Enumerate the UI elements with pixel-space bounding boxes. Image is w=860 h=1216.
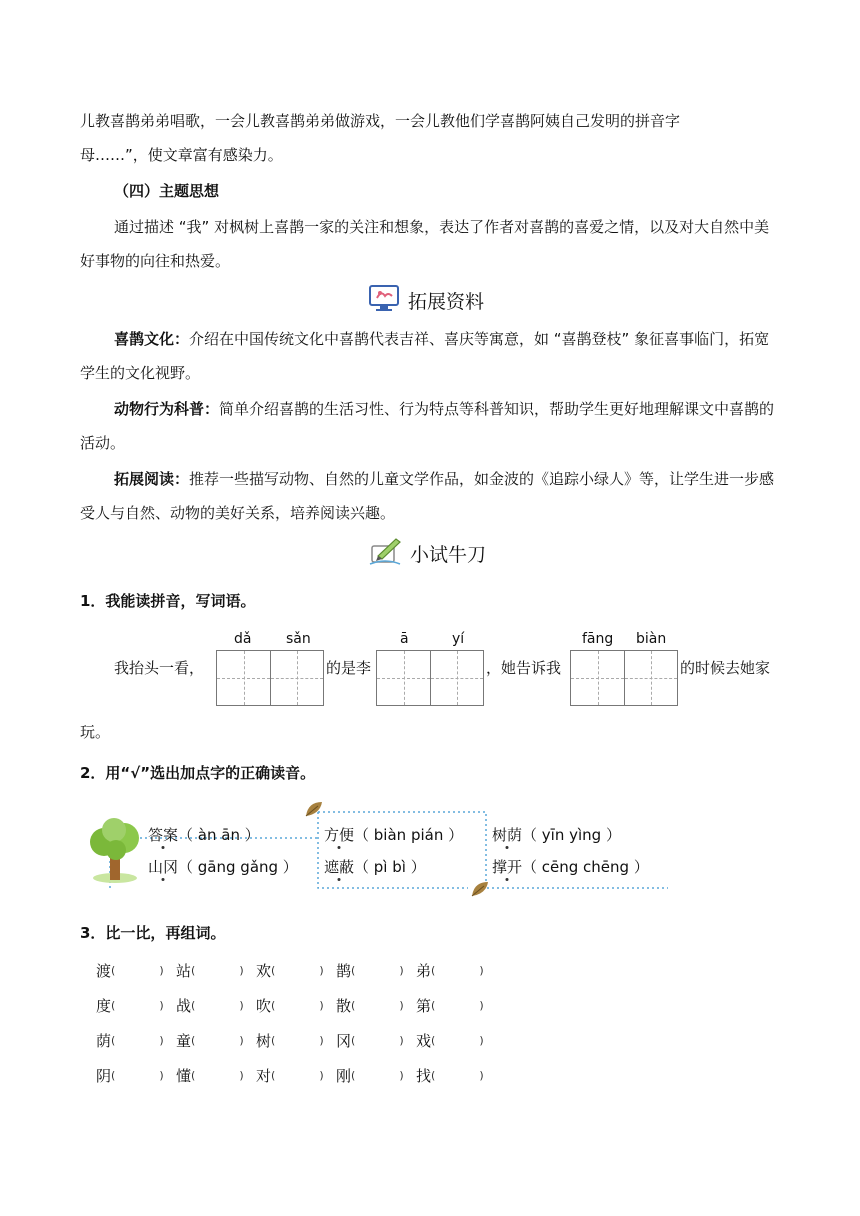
compare-char: 荫: [96, 1032, 112, 1050]
paren-close: ): [159, 1034, 164, 1047]
compare-char: 第: [416, 997, 432, 1015]
question-1-title: 1．我能读拼音，写词语。: [80, 592, 256, 610]
compare-char: 战: [176, 997, 192, 1015]
paren-open: (: [111, 999, 116, 1012]
compare-char: 度: [96, 997, 112, 1015]
paren-open: (: [431, 964, 436, 977]
choice-item-daan[interactable]: [148, 824, 260, 845]
question-3-title: 3．比一比，再组词。: [80, 924, 226, 942]
compare-char: 刚: [336, 1067, 352, 1085]
paren-open: (: [271, 1069, 276, 1082]
compare-char: 吹: [256, 997, 272, 1015]
practice-title-text: 小试牛刀: [410, 544, 487, 566]
compare-char: 童: [176, 1032, 192, 1050]
writing-cell[interactable]: [377, 651, 430, 705]
compare-char: 树: [256, 1032, 272, 1050]
compare-cell[interactable]: [256, 960, 336, 981]
extension-item-reading: [80, 462, 782, 530]
pinyin-da: dǎ: [234, 631, 252, 647]
paren-open: (: [191, 1034, 196, 1047]
extension-item-label: 拓展阅读：: [114, 470, 190, 488]
extension-section-title: [368, 284, 484, 317]
q1-text-2: 的是李: [326, 659, 372, 677]
paren-open: (: [431, 999, 436, 1012]
choice-options[interactable]: （ cēng chēng ）: [522, 858, 649, 876]
choice-item-fangbian[interactable]: [324, 824, 463, 845]
paren-close: ): [399, 1069, 404, 1082]
writing-cell[interactable]: [624, 651, 677, 705]
compare-char: 鹊: [336, 962, 352, 980]
extension-title-text: 拓展资料: [408, 291, 485, 313]
compare-cell[interactable]: [96, 960, 176, 981]
compare-char: 弟: [416, 962, 432, 980]
compare-cell[interactable]: [416, 960, 496, 981]
paren-close: ): [399, 1034, 404, 1047]
compare-cell[interactable]: [176, 960, 256, 981]
choice-item-zhebi[interactable]: [324, 856, 426, 877]
paren-open: (: [351, 1069, 356, 1082]
extension-item-text: 介绍在中国传统文化中喜鹊代表吉祥、喜庆等寓意，如 “喜鹊登枝” 象征喜事临门，拓宽学生的文化视野。: [80, 330, 770, 382]
writing-grid-dasan[interactable]: [216, 650, 324, 706]
compare-cell[interactable]: [336, 1030, 416, 1051]
writing-grid-fangbian[interactable]: [570, 650, 678, 706]
extension-item-label: 喜鹊文化：: [114, 330, 190, 348]
extension-item-culture: [80, 322, 782, 390]
compare-cell[interactable]: [336, 960, 416, 981]
compare-char: 渡: [96, 962, 112, 980]
compare-cell[interactable]: [176, 995, 256, 1016]
pinyin-a: ā: [400, 631, 409, 647]
compare-char: 对: [256, 1067, 272, 1085]
top-paragraph-line1: 儿教喜鹊弟弟唱歌，一会儿教喜鹊弟弟做游戏，一会儿教他们学喜鹊阿姨自己发明的拼音字: [80, 112, 681, 130]
leaf-icon: [304, 800, 324, 822]
paren-close: ): [159, 999, 164, 1012]
paren-open: (: [191, 999, 196, 1012]
compare-row: [96, 960, 496, 981]
compare-char: 散: [336, 997, 352, 1015]
top-paragraph-line2: 母……”，使文章富有感染力。: [80, 146, 283, 164]
pinyin-san: sǎn: [286, 631, 311, 647]
compare-char: 冈: [336, 1032, 352, 1050]
extension-item-text: 推荐一些描写动物、自然的儿童文学作品，如金波的《追踪小绿人》等，让学生进一步感受人与自然、动物的美好关系，培养阅读兴趣。: [80, 470, 775, 522]
leaf-icon: [470, 880, 490, 902]
compare-cell[interactable]: [176, 1065, 256, 1086]
paren-close: ): [399, 964, 404, 977]
compare-char: 阴: [96, 1067, 112, 1085]
compare-cell[interactable]: [416, 995, 496, 1016]
writing-grid-ayi[interactable]: [376, 650, 484, 706]
paren-open: (: [271, 964, 276, 977]
paren-open: (: [351, 999, 356, 1012]
paren-close: ): [319, 999, 324, 1012]
paren-open: (: [111, 1034, 116, 1047]
theme-heading: （四）主题思想: [114, 182, 220, 200]
monitor-icon: [368, 284, 400, 317]
paren-close: ): [239, 999, 244, 1012]
compare-char: 懂: [176, 1067, 192, 1085]
compare-cell[interactable]: [96, 1030, 176, 1051]
choice-box-border: [108, 808, 668, 890]
paren-close: ): [319, 964, 324, 977]
compare-cell[interactable]: [256, 1030, 336, 1051]
extension-item-text: 简单介绍喜鹊的生活习性、行为特点等科普知识，帮助学生更好地理解课文中喜鹊的活动。: [80, 400, 775, 452]
paren-close: ): [159, 1069, 164, 1082]
compare-cell[interactable]: [96, 995, 176, 1016]
pinyin-choice-box: [108, 808, 668, 890]
paren-open: (: [351, 1034, 356, 1047]
theme-text: [80, 210, 782, 278]
choice-item-shuyin[interactable]: [492, 824, 621, 845]
theme-text-body: 通过描述 “我” 对枫树上喜鹊一家的关注和想象，表达了作者对喜鹊的喜爱之情，以及对大自然中美好事物的向往和热爱。: [80, 218, 770, 270]
paren-open: (: [111, 964, 116, 977]
paren-close: ): [239, 964, 244, 977]
dotted-word: 树荫: [492, 826, 523, 844]
paren-close: ): [239, 1069, 244, 1082]
compare-row: [96, 1030, 496, 1051]
q1-text-3: ，她告诉我: [486, 659, 562, 677]
paren-close: ): [159, 964, 164, 977]
q1-tail: 玩。: [80, 723, 111, 741]
compare-cell[interactable]: [256, 995, 336, 1016]
choice-options[interactable]: （ àn ān ）: [178, 826, 260, 844]
dotted-word: 山冈: [148, 858, 179, 876]
writing-cell[interactable]: [430, 651, 483, 705]
compare-cell[interactable]: [336, 1065, 416, 1086]
pinyin-bian: biàn: [636, 631, 667, 647]
writing-cell[interactable]: [217, 651, 270, 705]
paren-open: (: [111, 1069, 116, 1082]
compare-cell[interactable]: [416, 1030, 496, 1051]
q1-text-1: 我抬头一看，: [114, 659, 205, 677]
choice-options[interactable]: （ gāng gǎng ）: [178, 858, 298, 876]
paren-close: ): [479, 964, 484, 977]
paren-open: (: [191, 1069, 196, 1082]
top-paragraph: [80, 104, 782, 172]
compare-cell[interactable]: [416, 1065, 496, 1086]
pinyin-fang: fāng: [582, 631, 614, 647]
paren-open: (: [351, 964, 356, 977]
compare-row: [96, 995, 496, 1016]
compare-row: [96, 1065, 496, 1086]
compare-char: 站: [176, 962, 192, 980]
paren-close: ): [479, 999, 484, 1012]
compare-cell[interactable]: [256, 1065, 336, 1086]
compare-cell[interactable]: [176, 1030, 256, 1051]
dotted-word: 遮蔽: [324, 858, 355, 876]
pencil-icon: [368, 536, 402, 571]
compare-cell[interactable]: [96, 1065, 176, 1086]
paren-close: ): [479, 1034, 484, 1047]
compare-char: 戏: [416, 1032, 432, 1050]
choice-item-chengkai[interactable]: [492, 856, 649, 877]
choice-options[interactable]: （ pì bì ）: [354, 858, 426, 876]
paren-close: ): [319, 1069, 324, 1082]
dotted-word: 方便: [324, 826, 355, 844]
choice-options[interactable]: （ yīn yìng ）: [522, 826, 621, 844]
writing-cell[interactable]: [571, 651, 624, 705]
tree-icon: [86, 816, 144, 890]
paren-open: (: [431, 1069, 436, 1082]
extension-item-behavior: [80, 392, 782, 460]
paren-close: ): [479, 1069, 484, 1082]
choice-options[interactable]: （ biàn pián ）: [354, 826, 464, 844]
paren-open: (: [271, 999, 276, 1012]
paren-close: ): [239, 1034, 244, 1047]
paren-close: ): [399, 999, 404, 1012]
paren-close: ): [319, 1034, 324, 1047]
writing-cell[interactable]: [270, 651, 323, 705]
compare-char: 找: [416, 1067, 432, 1085]
q1-text-4: 的时候去她家: [680, 659, 771, 677]
paren-open: (: [191, 964, 196, 977]
choice-item-shangang[interactable]: [148, 856, 298, 877]
extension-item-label: 动物行为科普：: [114, 400, 220, 418]
dotted-word: 答案: [148, 826, 179, 844]
paren-open: (: [431, 1034, 436, 1047]
question-2-title: 2．用“√”选出加点字的正确读音。: [80, 764, 316, 782]
compare-char: 欢: [256, 962, 272, 980]
pinyin-yi: yí: [452, 631, 465, 647]
dotted-word: 撑开: [492, 858, 523, 876]
compare-cell[interactable]: [336, 995, 416, 1016]
paren-open: (: [271, 1034, 276, 1047]
practice-section-title: [368, 536, 486, 571]
